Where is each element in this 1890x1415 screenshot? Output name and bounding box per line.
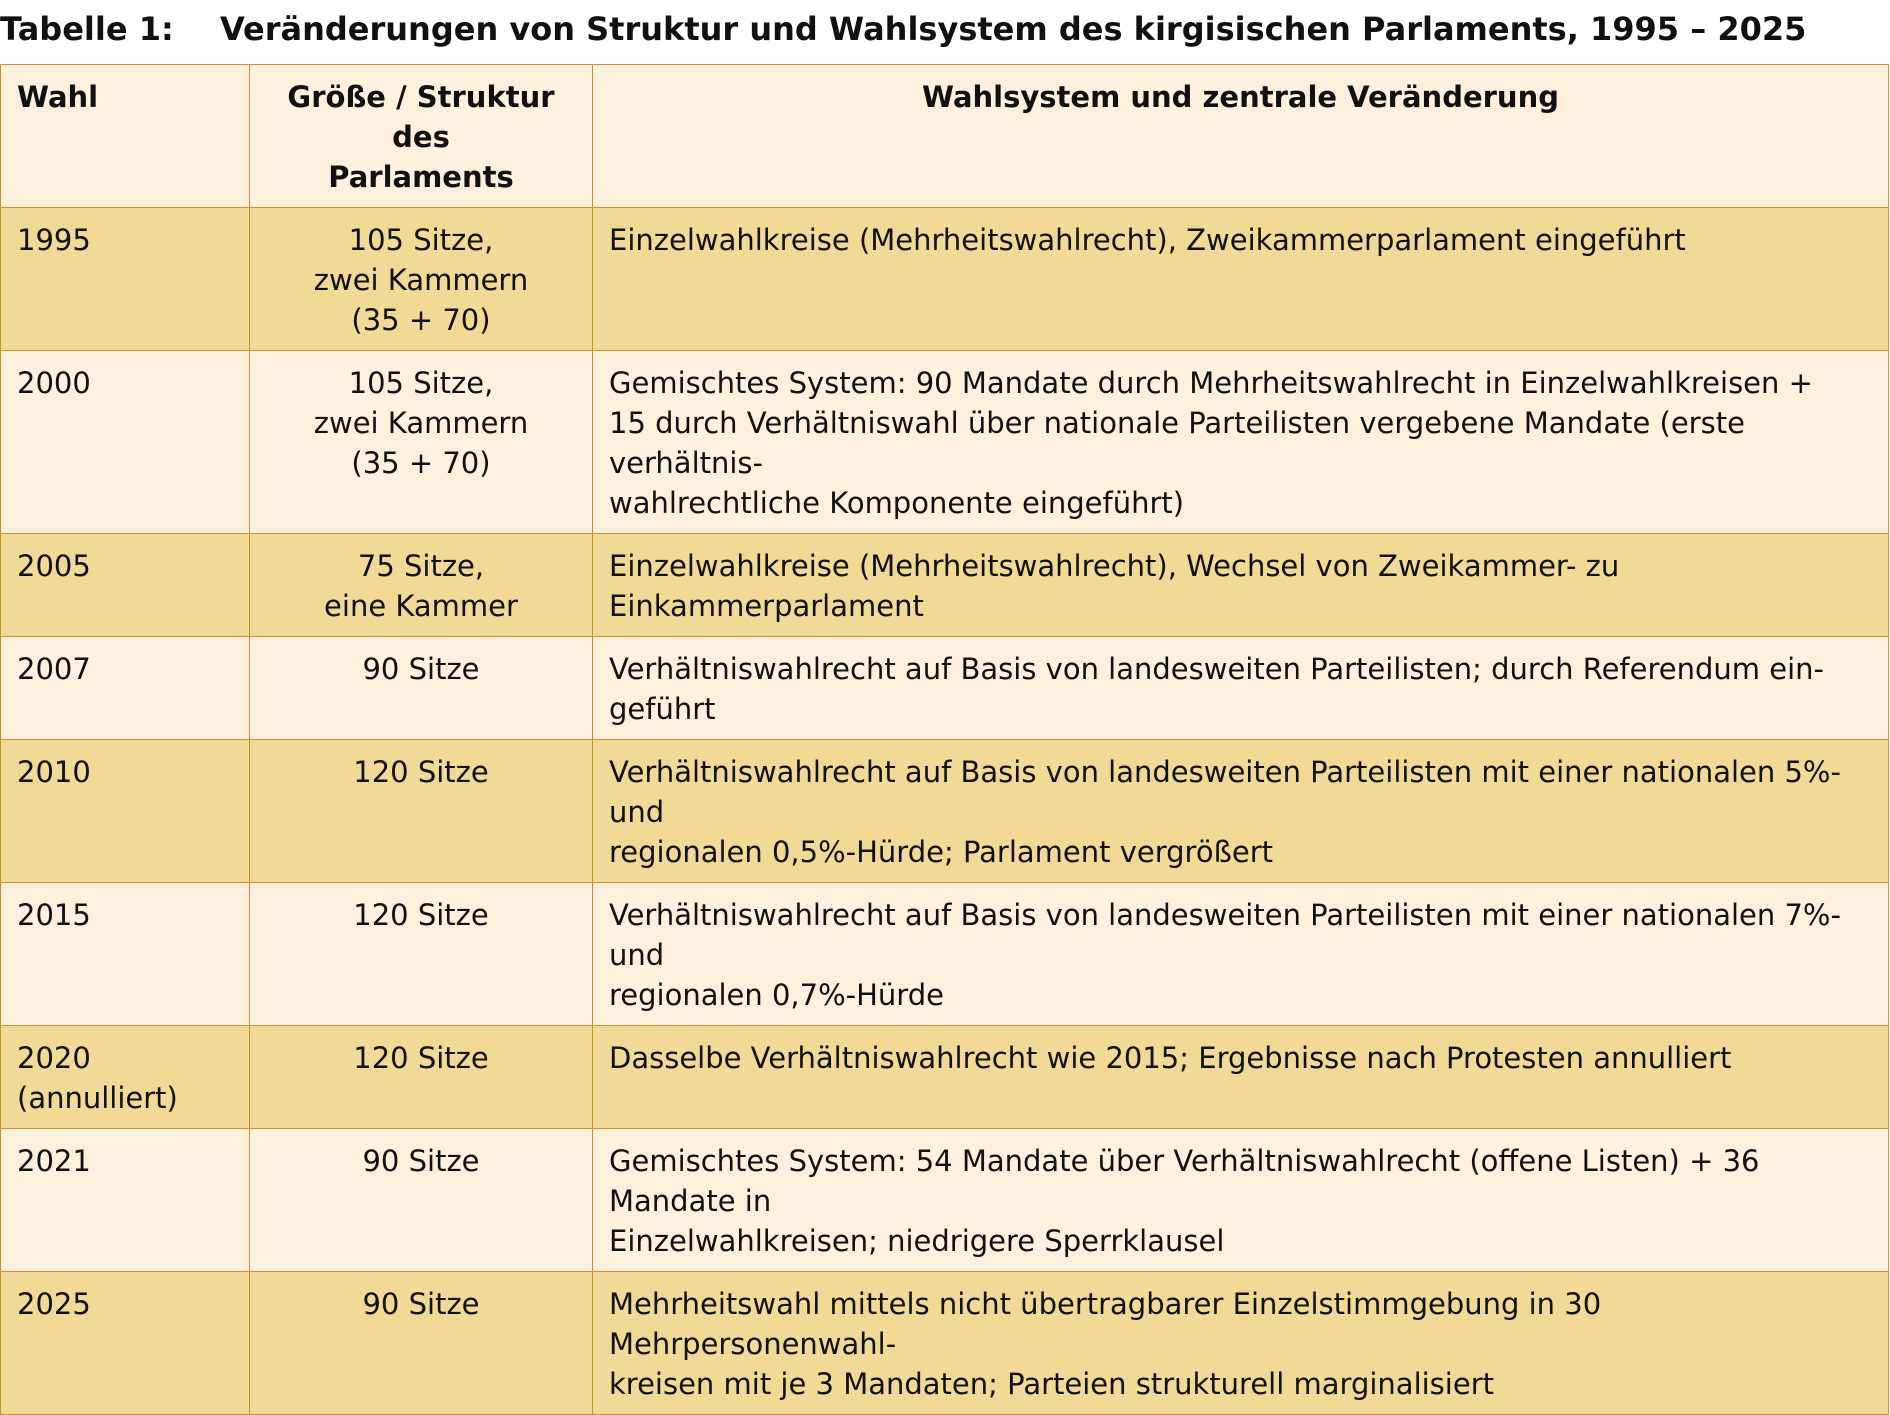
cell-size-line: zwei Kammern <box>313 406 529 440</box>
cell-size <box>250 1272 593 1415</box>
table-row <box>1 208 1889 351</box>
cell-system <box>593 351 1889 534</box>
header-size-line: Parlaments <box>328 160 514 194</box>
cell-system-line: Gemischtes System: 90 Mandate durch Mehrheitswahlrecht in Einzelwahlkreisen + <box>609 366 1813 400</box>
cell-year-line: 2025 <box>17 1287 91 1321</box>
table-row <box>1 637 1889 740</box>
cell-size-line: 90 Sitze <box>362 652 480 686</box>
cell-size-line: zwei Kammern <box>313 263 529 297</box>
cell-size <box>250 637 593 740</box>
cell-year <box>1 637 250 740</box>
cell-system-line: wahlrechtliche Komponente eingeführt) <box>609 486 1185 520</box>
table-row <box>1 740 1889 883</box>
cell-system-line: Verhältniswahlrecht auf Basis von landesweiten Parteilisten; durch Referendum ein- <box>609 652 1824 686</box>
cell-system-line: Einzelwahlkreise (Mehrheitswahlrecht), Zweikammerparlament eingeführt <box>609 223 1686 257</box>
header-system-text: Wahlsystem und zentrale Veränderung <box>922 80 1559 114</box>
cell-system-line: Verhältniswahlrecht auf Basis von landesweiten Parteilisten mit einer nationalen 5%- und <box>609 755 1841 829</box>
cell-system-line: Einzelwahlkreisen; niedrigere Sperrklausel <box>609 1224 1225 1258</box>
cell-system-line: Gemischtes System: 54 Mandate über Verhältniswahlrecht (offene Listen) + 36 Mandate in <box>609 1144 1760 1218</box>
cell-size-line: 120 Sitze <box>353 1041 489 1075</box>
cell-system-line: Verhältniswahlrecht auf Basis von landesweiten Parteilisten mit einer nationalen 7%- und <box>609 898 1841 972</box>
cell-system <box>593 637 1889 740</box>
cell-year-line: 2021 <box>17 1144 91 1178</box>
table-row <box>1 351 1889 534</box>
cell-system-line: Einzelwahlkreise (Mehrheitswahlrecht), Wechsel von Zweikammer- zu <box>609 549 1620 583</box>
cell-year-line: 2010 <box>17 755 91 789</box>
cell-system-line: Mehrheitswahl mittels nicht übertragbarer Einzelstimmgebung in 30 Mehrpersonenwahl- <box>609 1287 1602 1361</box>
header-row <box>1 65 1889 208</box>
cell-year <box>1 351 250 534</box>
cell-size <box>250 351 593 534</box>
cell-system <box>593 208 1889 351</box>
cell-size-line: (35 + 70) <box>351 303 491 337</box>
caption-title: Veränderungen von Struktur und Wahlsystem des kirgisischen Parlaments, 1995 – 2025 <box>220 10 1807 48</box>
cell-size <box>250 883 593 1026</box>
cell-system-line: regionalen 0,7%-Hürde <box>609 978 944 1012</box>
header-size <box>250 65 593 208</box>
cell-size-line: 120 Sitze <box>353 755 489 789</box>
caption-label: Tabelle 1: <box>0 10 174 48</box>
cell-year-line: 2005 <box>17 549 91 583</box>
table-row <box>1 534 1889 637</box>
cell-year-line: 2007 <box>17 652 91 686</box>
cell-size-line: (35 + 70) <box>351 446 491 480</box>
header-wahl <box>1 65 250 208</box>
cell-system-line: kreisen mit je 3 Mandaten; Parteien strukturell marginalisiert <box>609 1367 1494 1401</box>
cell-size <box>250 1026 593 1129</box>
cell-year <box>1 1272 250 1415</box>
cell-size <box>250 534 593 637</box>
cell-year <box>1 208 250 351</box>
cell-system <box>593 1272 1889 1415</box>
cell-size-line: 90 Sitze <box>362 1144 480 1178</box>
table-caption <box>0 6 1890 52</box>
header-size-line: Größe / Struktur des <box>287 80 555 154</box>
cell-system <box>593 1026 1889 1129</box>
cell-size-line: 75 Sitze, <box>357 549 485 583</box>
cell-year-line: 2020 <box>17 1041 91 1075</box>
cell-year <box>1 883 250 1026</box>
cell-system <box>593 740 1889 883</box>
header-system <box>593 65 1889 208</box>
cell-size-line: 105 Sitze, <box>348 366 494 400</box>
cell-system-line: 15 durch Verhältniswahl über nationale Parteilisten vergebene Mandate (erste verhältnis- <box>609 406 1745 480</box>
parliament-table <box>0 64 1889 1415</box>
cell-system-line: Einkammerparlament <box>609 589 924 623</box>
table-row <box>1 1026 1889 1129</box>
cell-year <box>1 740 250 883</box>
cell-system-line: regionalen 0,5%-Hürde; Parlament vergrößert <box>609 835 1273 869</box>
cell-system-line: geführt <box>609 692 716 726</box>
cell-year-line: 1995 <box>17 223 91 257</box>
cell-system <box>593 883 1889 1026</box>
cell-size-line: 90 Sitze <box>362 1287 480 1321</box>
cell-size <box>250 740 593 883</box>
cell-size-line: 105 Sitze, <box>348 223 494 257</box>
cell-year-line: 2000 <box>17 366 91 400</box>
cell-size-line: 120 Sitze <box>353 898 489 932</box>
cell-size-line: eine Kammer <box>324 589 518 623</box>
cell-size <box>250 208 593 351</box>
cell-system-line: Dasselbe Verhältniswahlrecht wie 2015; Ergebnisse nach Protesten annulliert <box>609 1041 1732 1075</box>
cell-year <box>1 1026 250 1129</box>
header-wahl-text: Wahl <box>17 80 99 114</box>
table-row <box>1 883 1889 1026</box>
cell-system <box>593 534 1889 637</box>
table-body <box>1 208 1889 1415</box>
cell-year-line: 2015 <box>17 898 91 932</box>
table-row <box>1 1272 1889 1415</box>
cell-year-line: (annulliert) <box>17 1081 178 1115</box>
cell-year <box>1 534 250 637</box>
